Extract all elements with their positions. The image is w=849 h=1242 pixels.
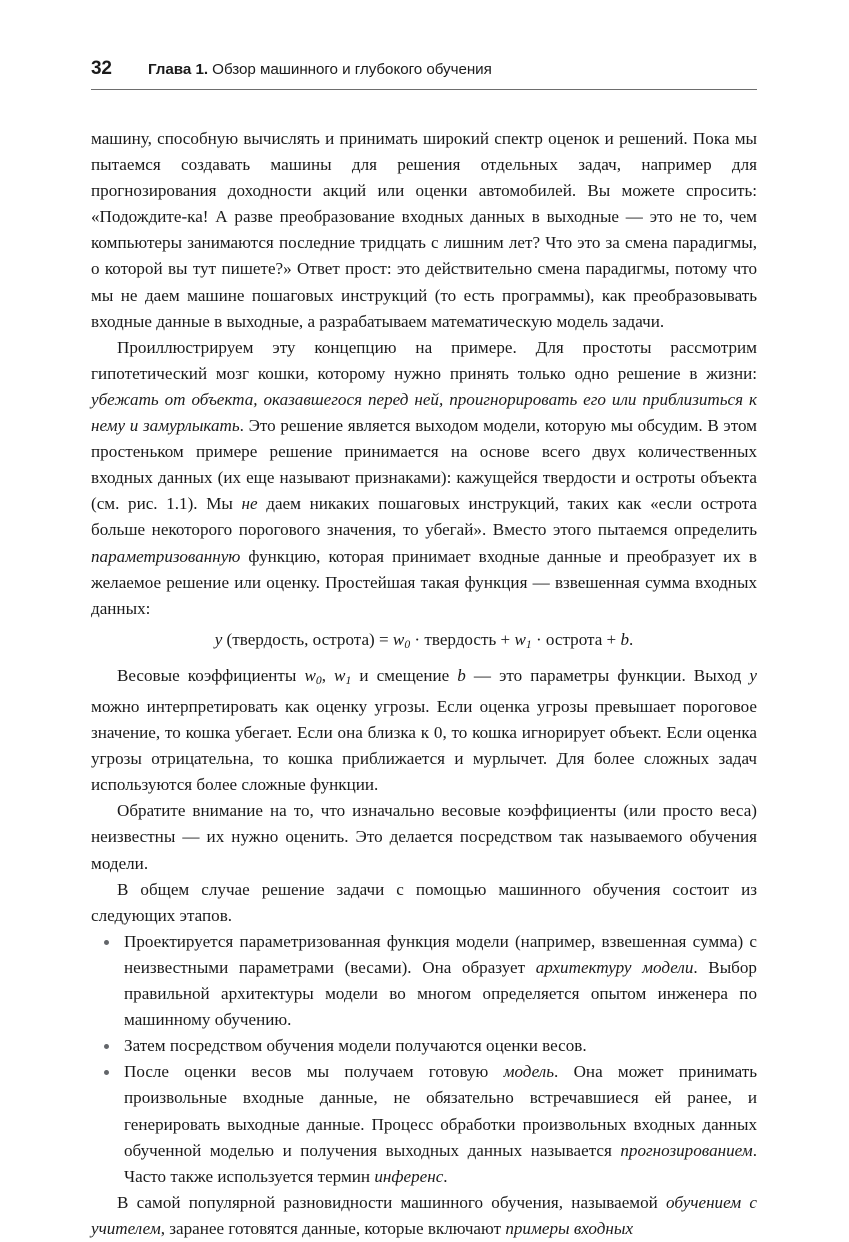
list-item-3-part-1: После оценки весов мы получаем готовую (124, 1062, 504, 1082)
paragraph-2 (91, 335, 757, 622)
list-item-3-italic-3: инференс (374, 1166, 444, 1186)
bullet-dot-icon (104, 1044, 109, 1049)
body-text-block (91, 126, 757, 1242)
paragraph-2-part-1: Проиллюстрируем эту концепцию на примере. Для простоты рассмотрим гипотетический мозг кошки, которому нужно принять только одно решение в жизни: (91, 337, 757, 383)
list-item (91, 1059, 757, 1189)
paragraph-6-italic-1: обучением с учителем (91, 1192, 757, 1238)
list-item-3-part-3: . Часто также используется термин (124, 1140, 757, 1186)
paragraph-2-part-2: . Это решение является выходом модели, которую мы обсудим. В этом простеньком примере решение принимается на основе всего двух количественных входных данных (их еще называют признаками): кажущейся твердости и остроты объекта (см. рис. 1.1). Мы (91, 416, 757, 514)
paragraph-3-part-3: — это параметры функции. Выход (465, 665, 750, 685)
paragraph-3-part-2: и смещение (351, 665, 458, 685)
paragraph-2-italic-2: не (241, 494, 258, 514)
formula-weight-1-subscript: 1 (525, 637, 532, 651)
steps-list (91, 929, 757, 1190)
paragraph-2-part-3: даем никаких пошаговых инструкций, таких как «если острота больше некоторого порогового значения, то убегай». Вместо этого пытаемся определить (91, 494, 757, 540)
list-item-3-italic-2: прогнозированием (620, 1140, 753, 1160)
page-number: 32 (91, 58, 112, 79)
formula-bias: b (620, 629, 630, 649)
bullet-dot-icon (104, 1070, 109, 1075)
list-item-1-part-1: Проектируется параметризованная функция модели (например, взвешенная сумма) с неизвестными параметрами (весами). Она образует (124, 931, 757, 977)
formula-middle-2: · острота + (531, 629, 621, 649)
running-head-chapter-label: Глава 1. (148, 61, 209, 78)
paragraph-3-part-1: Весовые коэффициенты (117, 665, 305, 685)
paragraph-1: машину, способную вычислять и принимать широкий спектр оценок и решений. Пока мы пытаемся создавать машины для решения отдельных задач, например для прогнозирования доходности акций или оценки автомобилей. Вы можете спросить: «Подождите-ка! А разве преобразование входных данных в выходные — это не то, чем компьютеры занимаются последние тридцать с лишним лет? Что это за смена парадигмы, о которой вы тут пишете?» Ответ прост: это действительно смена парадигмы, потому что мы не даем машине пошаговых инструкций (то есть программы), как преобразовывать входные данные в выходные, а разрабатываем математическую модель задачи. (91, 129, 757, 331)
formula-period: . (629, 629, 634, 649)
paragraph-3-comma: , (321, 665, 335, 685)
inline-output-variable: y (749, 665, 758, 685)
weighted-sum-formula (91, 622, 757, 663)
paragraph-4: Обратите внимание на то, что изначально весовые коэффициенты (или просто веса) неизвестны — их нужно оценить. Это делается посредством так называемого обучения модели. (91, 801, 757, 873)
paragraph-6-part-1: В самой популярной разновидности машинного обучения, называемой (117, 1192, 667, 1212)
running-head-title (148, 62, 492, 79)
paragraph-6-part-2: , заранее готовятся данные, которые включают (160, 1218, 506, 1238)
running-head-chapter-title: Обзор машинного и глубокого обучения (208, 61, 492, 78)
list-item-3-part-2: . Она может принимать произвольные входные данные, не обязательно встречавшиеся ей ранее, и генерировать выходные данные. Процесс обработки произвольных входных данных обученной моделью и получения выходных данных называется (124, 1062, 757, 1160)
inline-weight-1 (334, 666, 351, 685)
formula-weight-1: w (514, 629, 526, 649)
paragraph-2-italic-1: убежать от объекта, оказавшегося перед ней, проигнорировать его или приблизиться к нему и замурлыкать (91, 389, 757, 436)
list-item-1-italic-1: архитектуру модели (535, 957, 694, 977)
inline-weight-1-subscript: 1 (345, 673, 352, 687)
inline-weight-0-subscript: 0 (315, 673, 322, 687)
paragraph-2-part-4: функцию, которая принимает входные данные и преобразует их в желаемое решение или оценку. Простейшая такая функция — взвешенная сумма входных данных: (91, 546, 757, 618)
list-item (91, 1033, 757, 1059)
formula-output-variable: y (214, 629, 223, 649)
list-item-1-part-2: . Выбор правильной архитектуры модели во многом определяется опытом инженера по машинному обучению. (124, 957, 757, 1030)
inline-weight-1-symbol: w (334, 665, 346, 685)
paragraph-5: В общем случае решение задачи с помощью машинного обучения состоит из следующих этапов. (91, 879, 757, 925)
formula-weight-0-subscript: 0 (404, 637, 411, 651)
inline-weight-0-symbol: w (304, 665, 316, 685)
formula-middle-1: · твердость + (410, 629, 515, 649)
list-item-3-italic-1: модель (503, 1062, 555, 1082)
list-item-2-part-1: Затем посредством обучения модели получаются оценки весов. (124, 1036, 587, 1056)
inline-bias: b (457, 665, 466, 685)
paragraph-6 (91, 1190, 757, 1242)
formula-arguments: (твердость, острота) = (222, 629, 393, 649)
paragraph-3 (91, 663, 757, 798)
paragraph-3-part-4: можно интерпретировать как оценку угрозы. Если оценка угрозы превышает пороговое значение, то кошка убегает. Если она близка к 0, то кошка игнорирует объект. Если оценка угрозы отрицательна, то кошка приближается и мурлычет. Для более сложных задач используются более сложные функции. (91, 697, 757, 795)
paragraph-6-italic-2: примеры входных (505, 1218, 634, 1238)
bullet-dot-icon (104, 940, 109, 945)
list-item (91, 929, 757, 1033)
running-head (91, 58, 757, 80)
inline-weight-0 (304, 666, 321, 685)
formula-weight-0: w (392, 629, 405, 649)
header-divider (91, 89, 757, 90)
list-item-3-part-4: . (443, 1166, 448, 1186)
paragraph-2-italic-3: параметризованную (91, 546, 241, 566)
